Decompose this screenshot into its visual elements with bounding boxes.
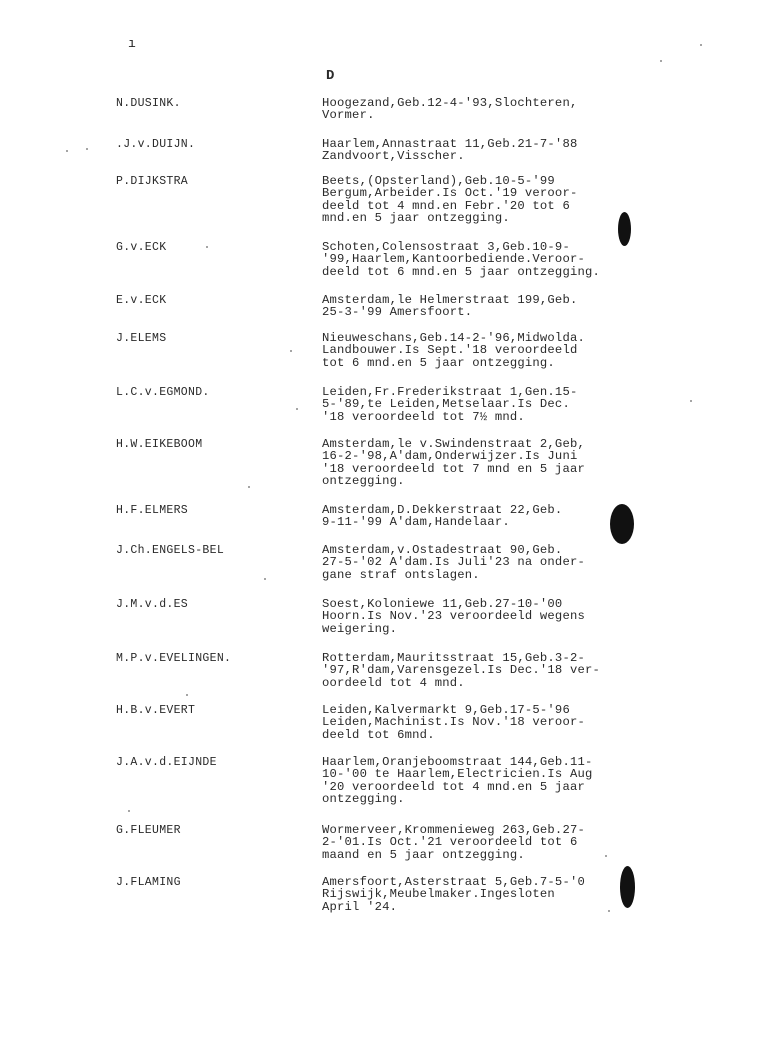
person-name: H.W.EIKEBOOM [116, 438, 203, 451]
person-details [322, 175, 622, 225]
section-letter: D [326, 68, 335, 84]
person-details [322, 386, 622, 423]
detail-line: deeld tot 6mnd. [322, 727, 435, 742]
person-details [322, 332, 622, 369]
person-name: L.C.v.EGMOND. [116, 386, 210, 399]
scan-speck [290, 350, 292, 352]
detail-line: Leiden,Machinist.Is Nov.'18 veroor- [322, 715, 585, 730]
detail-line: Schoten,Colensostraat 3,Geb.10-9- [322, 240, 570, 254]
person-name: J.ELEMS [116, 332, 167, 345]
person-details [322, 824, 622, 861]
person-name: .J.v.DUIJN. [116, 138, 196, 151]
detail-line: Haarlem,Oranjeboomstraat 144,Geb.11- [322, 755, 593, 769]
detail-line: 9-11-'99 A'dam,Handelaar. [322, 515, 510, 530]
detail-line: 10-'00 te Haarlem,Electricien.Is Aug [322, 767, 593, 782]
person-details [322, 704, 622, 741]
scan-speck [128, 810, 130, 812]
scan-speck [690, 400, 692, 402]
person-details [322, 438, 622, 488]
person-details [322, 876, 622, 913]
detail-line: Hoorn.Is Nov.'23 veroordeeld wegens [322, 609, 585, 624]
detail-line: '97,R'dam,Varensgezel.Is Dec.'18 ver- [322, 663, 601, 678]
scan-speck [206, 246, 208, 248]
detail-line: Amsterdam,D.Dekkerstraat 22,Geb. [322, 503, 563, 517]
detail-line: Amsterdam,le v.Swindenstraat 2,Geb, [322, 437, 585, 451]
detail-line: mnd.en 5 jaar ontzegging. [322, 211, 510, 226]
person-details [322, 294, 622, 319]
detail-line: gane straf ontslagen. [322, 567, 480, 582]
person-details [322, 544, 622, 581]
detail-line: Haarlem,Annastraat 11,Geb.21-7-'88 [322, 137, 578, 151]
person-name: M.P.v.EVELINGEN. [116, 652, 232, 665]
scan-speck [296, 408, 298, 410]
detail-line: maand en 5 jaar ontzegging. [322, 847, 525, 862]
scan-speck [66, 150, 68, 152]
person-name: J.Ch.ENGELS-BEL [116, 544, 225, 557]
ink-blot [610, 504, 634, 544]
scan-speck [660, 60, 662, 62]
scan-speck [700, 44, 702, 46]
person-details [322, 598, 622, 635]
detail-line: 27-5-'02 A'dam.Is Juli'23 na onder- [322, 555, 585, 570]
scan-speck [86, 148, 88, 150]
person-name: H.F.ELMERS [116, 504, 189, 517]
person-details [322, 138, 622, 163]
person-details [322, 652, 622, 689]
detail-line: ontzegging. [322, 474, 405, 489]
detail-line: 25-3-'99 Amersfoort. [322, 305, 473, 320]
detail-line: deeld tot 4 mnd.en Febr.'20 tot 6 [322, 198, 570, 213]
detail-line: '18 veroordeeld tot 7 mnd en 5 jaar [322, 461, 585, 476]
detail-line: Amsterdam,v.Ostadestraat 90,Geb. [322, 543, 563, 557]
person-details [322, 756, 622, 806]
detail-line: Nieuweschans,Geb.14-2-'96,Midwolda. [322, 331, 585, 345]
person-details [322, 241, 622, 278]
person-details [322, 97, 622, 122]
detail-line: 5-'89,te Leiden,Metselaar.Is Dec. [322, 397, 570, 412]
scan-speck [264, 578, 266, 580]
detail-line: Landbouwer.Is Sept.'18 veroordeeld [322, 343, 578, 358]
person-name: G.FLEUMER [116, 824, 181, 837]
margin-tick-mark: ı [128, 36, 136, 51]
scan-speck [248, 486, 250, 488]
detail-line: Leiden,Fr.Frederikstraat 1,Gen.15- [322, 385, 578, 399]
detail-line: deeld tot 6 mnd.en 5 jaar ontzegging. [322, 264, 601, 279]
person-name: N.DUSINK. [116, 97, 181, 110]
detail-line: 16-2-'98,A'dam,Onderwijzer.Is Juni [322, 449, 578, 464]
person-name: P.DIJKSTRA [116, 175, 189, 188]
ink-blot [618, 212, 631, 246]
detail-line: 2-'01.Is Oct.'21 veroordeeld tot 6 [322, 835, 578, 850]
detail-line: tot 6 mnd.en 5 jaar ontzegging. [322, 355, 555, 370]
detail-line: Bergum,Arbeider.Is Oct.'19 veroor- [322, 186, 578, 201]
person-name: G.v.ECK [116, 241, 167, 254]
person-name: J.A.v.d.EIJNDE [116, 756, 217, 769]
detail-line: Leiden,Kalvermarkt 9,Geb.17-5-'96 [322, 703, 570, 717]
detail-line: ontzegging. [322, 792, 405, 807]
detail-line: '20 veroordeeld tot 4 mnd.en 5 jaar [322, 779, 585, 794]
detail-line: Zandvoort,Visscher. [322, 149, 465, 164]
detail-line: '18 veroordeeld tot 7½ mnd. [322, 409, 525, 424]
detail-line: Amsterdam,le Helmerstraat 199,Geb. [322, 293, 578, 307]
person-name: E.v.ECK [116, 294, 167, 307]
detail-line: Hoogezand,Geb.12-4-'93,Slochteren, [322, 96, 578, 110]
detail-line: oordeeld tot 4 mnd. [322, 675, 465, 690]
detail-line: Soest,Koloniewe 11,Geb.27-10-'00 [322, 597, 563, 611]
detail-line: Wormerveer,Krommenieweg 263,Geb.27- [322, 823, 585, 837]
person-name: J.M.v.d.ES [116, 598, 189, 611]
scan-speck [605, 855, 607, 857]
detail-line: '99,Haarlem,Kantoorbediende.Veroor- [322, 252, 585, 267]
detail-line: weigering. [322, 621, 398, 636]
scan-speck [608, 910, 610, 912]
detail-line: Amersfoort,Asterstraat 5,Geb.7-5-'0 [322, 875, 585, 889]
detail-line: Rotterdam,Mauritsstraat 15,Geb.3-2- [322, 651, 585, 665]
detail-line: Beets,(Opsterland),Geb.10-5-'99 [322, 174, 555, 188]
ink-blot [620, 866, 635, 908]
detail-line: Vormer. [322, 108, 375, 123]
person-name: H.B.v.EVERT [116, 704, 196, 717]
detail-line: Rijswijk,Meubelmaker.Ingesloten [322, 887, 555, 902]
person-details [322, 504, 622, 529]
detail-line: April '24. [322, 899, 398, 914]
scan-speck [186, 694, 188, 696]
person-name: J.FLAMING [116, 876, 181, 889]
